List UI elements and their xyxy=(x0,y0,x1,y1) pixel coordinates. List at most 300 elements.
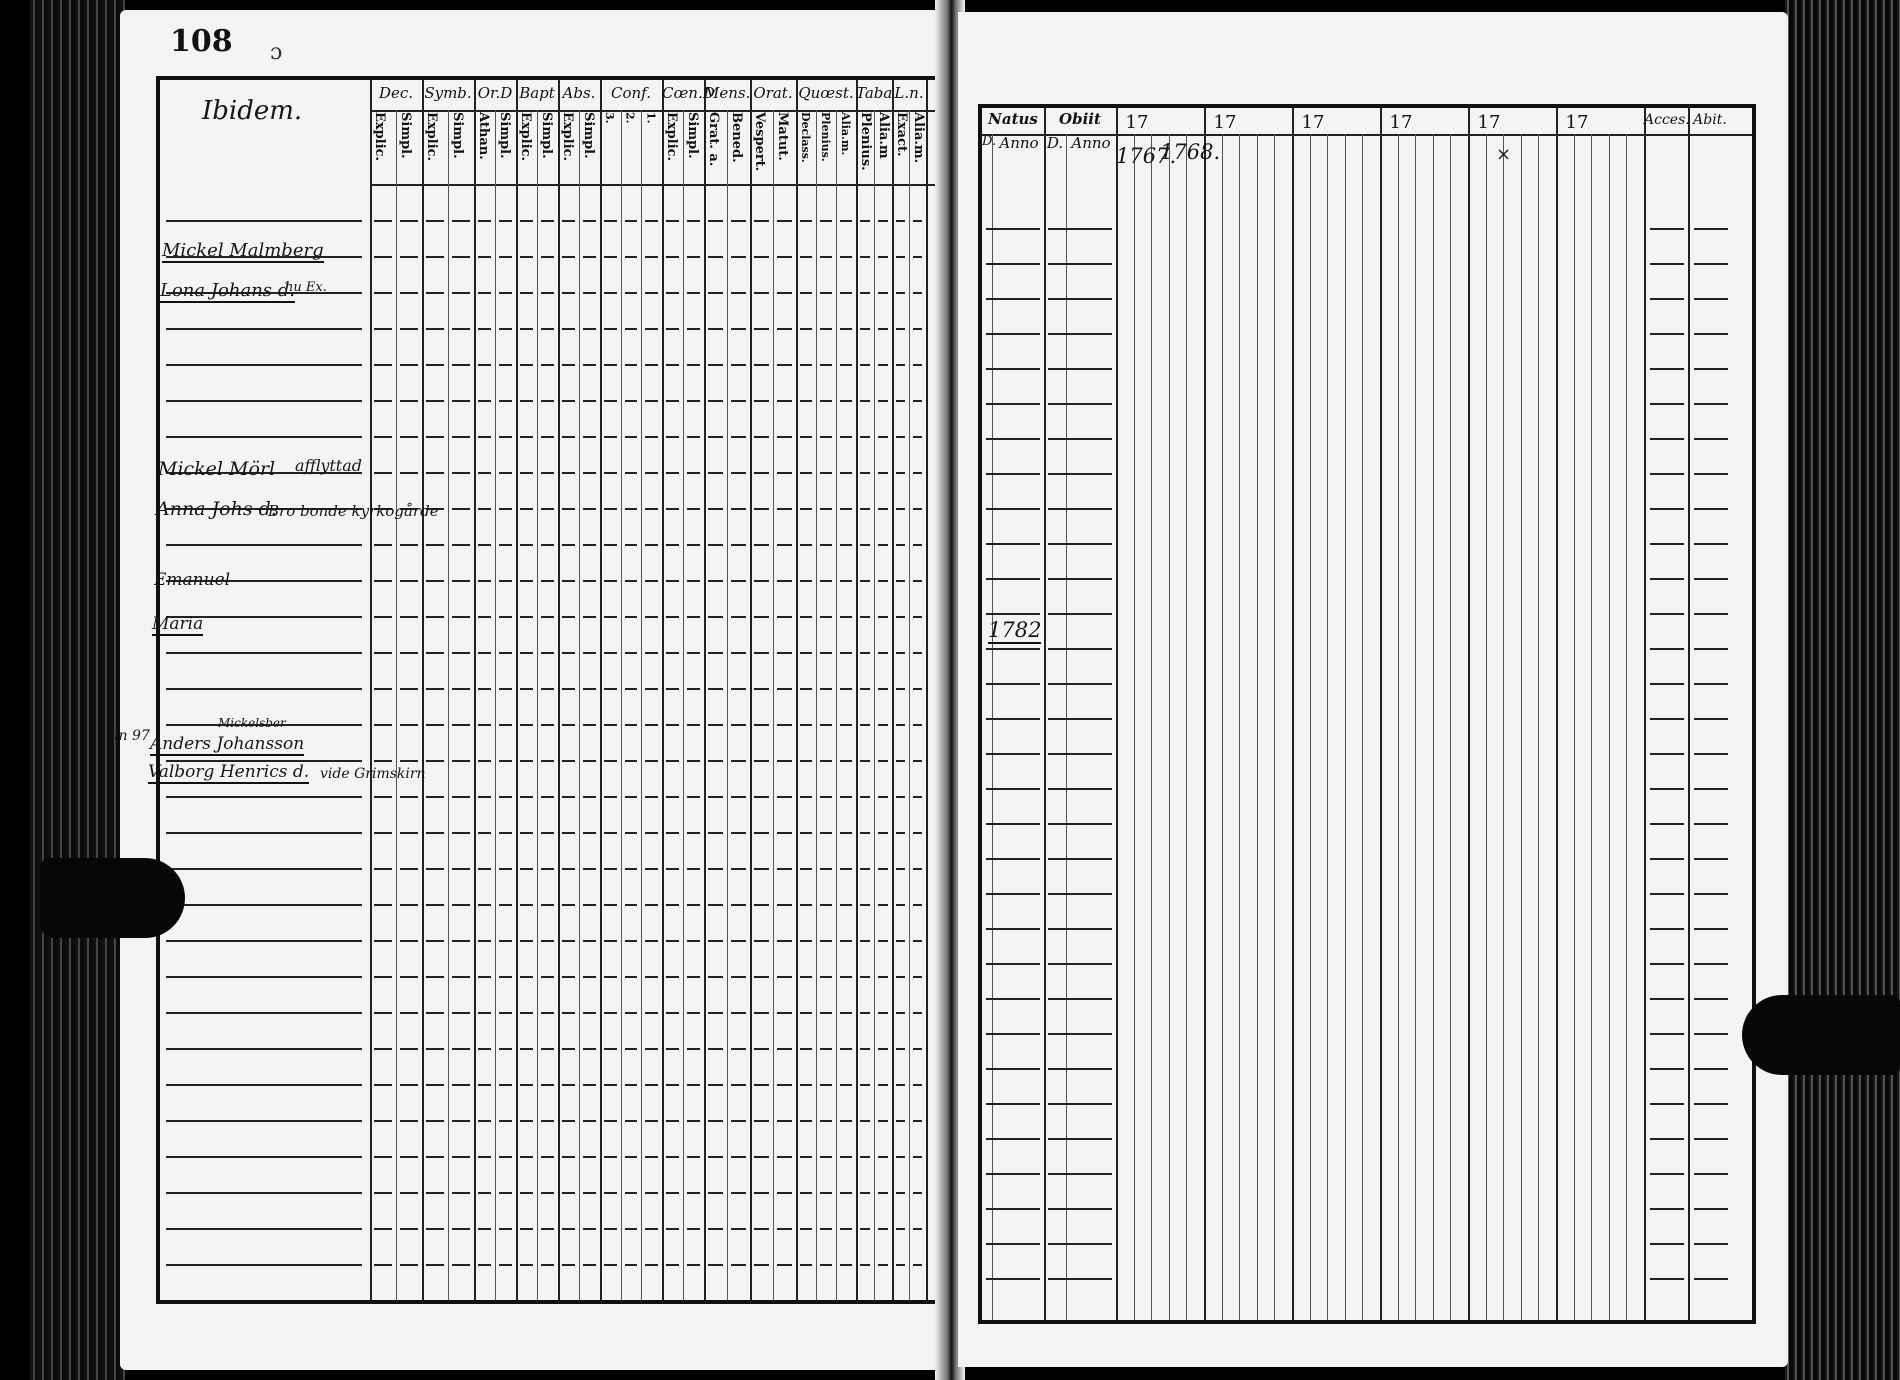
cell-rule xyxy=(1048,858,1112,860)
cell-rule xyxy=(666,1192,679,1194)
cell-rule xyxy=(426,724,444,726)
cell-rule xyxy=(896,832,905,834)
column-subheader: Exact. xyxy=(894,112,909,157)
cell-rule xyxy=(426,256,444,258)
cell-rule xyxy=(426,904,444,906)
cell-rule xyxy=(687,400,700,402)
column-subheader: 3. xyxy=(603,112,616,124)
cell-rule xyxy=(754,220,769,222)
cell-rule xyxy=(913,544,922,546)
cell-rule xyxy=(913,400,922,402)
cell-rule xyxy=(708,292,723,294)
cell-rule xyxy=(896,616,905,618)
cell-rule xyxy=(820,616,832,618)
cell-rule xyxy=(562,436,575,438)
cell-rule xyxy=(666,1156,679,1158)
cell-rule xyxy=(913,328,922,330)
cell-rule xyxy=(878,508,888,510)
cell-rule xyxy=(708,1084,723,1086)
cell-rule xyxy=(645,616,658,618)
cell-rule xyxy=(687,364,700,366)
cell-rule xyxy=(986,893,1040,895)
cell-rule xyxy=(604,1264,617,1266)
cell-rule xyxy=(478,1192,491,1194)
cell-rule xyxy=(583,832,596,834)
cell-rule xyxy=(878,436,888,438)
year-column-header: 17 xyxy=(1389,112,1413,133)
cell-rule xyxy=(400,400,418,402)
cell-rule xyxy=(452,292,470,294)
cell-rule xyxy=(583,472,596,474)
cell-rule xyxy=(777,1048,792,1050)
cell-rule xyxy=(666,724,679,726)
cell-rule xyxy=(896,220,905,222)
cell-rule xyxy=(1048,998,1112,1000)
cell-rule xyxy=(913,976,922,978)
cell-rule xyxy=(708,256,723,258)
cell-rule xyxy=(878,616,888,618)
cell-rule xyxy=(541,832,554,834)
cell-rule xyxy=(1650,648,1684,650)
cell-rule xyxy=(452,760,470,762)
cell-rule xyxy=(820,976,832,978)
row-rule xyxy=(166,436,362,438)
cell-rule xyxy=(986,473,1040,475)
cell-rule xyxy=(452,1012,470,1014)
cell-rule xyxy=(426,436,444,438)
column-subheader: Simpl. xyxy=(450,112,465,159)
cell-rule xyxy=(777,760,792,762)
cell-rule xyxy=(604,796,617,798)
column-divider xyxy=(704,80,706,1300)
column-header: Abs. xyxy=(562,84,596,102)
row-rule xyxy=(166,652,362,654)
cell-rule xyxy=(840,1084,852,1086)
cell-rule xyxy=(777,364,792,366)
cell-rule xyxy=(708,796,723,798)
cell-rule xyxy=(583,1228,596,1230)
cell-rule xyxy=(687,436,700,438)
cell-rule xyxy=(400,1156,418,1158)
cell-rule xyxy=(731,436,746,438)
cell-rule xyxy=(1694,788,1728,790)
cell-rule xyxy=(478,364,491,366)
cell-rule xyxy=(731,1156,746,1158)
cell-rule xyxy=(478,1156,491,1158)
cell-rule xyxy=(666,1084,679,1086)
row-rule xyxy=(166,1156,362,1158)
cell-rule xyxy=(777,256,792,258)
cell-rule xyxy=(860,796,870,798)
cell-rule xyxy=(478,688,491,690)
cell-rule xyxy=(583,940,596,942)
cell-rule xyxy=(426,652,444,654)
cell-rule xyxy=(687,220,700,222)
cell-rule xyxy=(541,1084,554,1086)
cell-rule xyxy=(583,1084,596,1086)
cell-rule xyxy=(1650,928,1684,930)
cell-rule xyxy=(1048,333,1112,335)
cell-rule xyxy=(1048,928,1112,930)
cell-rule xyxy=(478,940,491,942)
column-subheader: Declass. xyxy=(799,112,812,163)
cell-rule xyxy=(731,760,746,762)
cell-rule xyxy=(400,868,418,870)
cell-rule xyxy=(731,616,746,618)
cell-rule xyxy=(645,904,658,906)
cell-rule xyxy=(604,1228,617,1230)
cell-rule xyxy=(562,256,575,258)
cell-rule xyxy=(1650,683,1684,685)
cell-rule xyxy=(541,472,554,474)
cell-rule xyxy=(1694,368,1728,370)
cell-rule xyxy=(583,1192,596,1194)
row-rule xyxy=(166,868,362,870)
cell-rule xyxy=(1694,228,1728,230)
cell-rule xyxy=(860,724,870,726)
cell-rule xyxy=(1694,1278,1728,1280)
column-subheader: Explic. xyxy=(560,112,575,162)
cell-rule xyxy=(687,832,700,834)
cell-rule xyxy=(400,220,418,222)
cell-rule xyxy=(731,328,746,330)
cell-rule xyxy=(820,832,832,834)
cell-rule xyxy=(800,616,812,618)
column-header: Mens. xyxy=(704,84,751,102)
cell-rule xyxy=(541,256,554,258)
cell-rule xyxy=(731,1120,746,1122)
page-number: 108 xyxy=(170,24,233,59)
column-divider xyxy=(856,80,858,1300)
cell-rule xyxy=(878,724,888,726)
cell-rule xyxy=(860,868,870,870)
cell-rule xyxy=(986,1173,1040,1175)
cell-rule xyxy=(478,616,491,618)
cell-rule xyxy=(777,400,792,402)
cell-rule xyxy=(604,364,617,366)
cell-rule xyxy=(374,472,392,474)
cell-rule xyxy=(374,1120,392,1122)
year-column-header: 17 xyxy=(1301,112,1325,133)
cell-rule xyxy=(452,1192,470,1194)
cell-rule xyxy=(687,508,700,510)
cell-rule xyxy=(731,1084,746,1086)
cell-rule xyxy=(800,976,812,978)
cell-rule xyxy=(520,724,533,726)
entry-note: Mickelsber xyxy=(218,716,286,730)
cell-rule xyxy=(1694,333,1728,335)
cell-rule xyxy=(1048,228,1112,230)
cell-rule xyxy=(860,220,870,222)
cell-rule xyxy=(1650,368,1684,370)
cell-rule xyxy=(625,868,638,870)
cell-rule xyxy=(731,868,746,870)
cell-rule xyxy=(478,400,491,402)
cell-rule xyxy=(400,616,418,618)
cell-rule xyxy=(452,1264,470,1266)
subcolumn-divider xyxy=(579,110,580,1300)
cell-rule xyxy=(1650,998,1684,1000)
cell-rule xyxy=(426,832,444,834)
cell-rule xyxy=(860,616,870,618)
column-subheader: Anno xyxy=(999,134,1039,152)
cell-rule xyxy=(1694,1138,1728,1140)
cell-rule xyxy=(400,1048,418,1050)
cell-rule xyxy=(625,1156,638,1158)
cell-rule xyxy=(1048,788,1112,790)
cell-rule xyxy=(913,508,922,510)
cell-rule xyxy=(604,1012,617,1014)
cell-rule xyxy=(754,832,769,834)
cell-rule xyxy=(986,228,1040,230)
cell-rule xyxy=(583,256,596,258)
column-divider xyxy=(1644,108,1646,1320)
subcolumn-divider xyxy=(992,134,993,1320)
cell-rule xyxy=(645,1192,658,1194)
entry-name: Lona Johans d. xyxy=(160,280,296,301)
cell-rule xyxy=(708,1012,723,1014)
cell-rule xyxy=(913,1228,922,1230)
cell-rule xyxy=(1048,1278,1112,1280)
cell-rule xyxy=(913,724,922,726)
column-header: Dec. xyxy=(378,84,414,102)
cell-rule xyxy=(687,616,700,618)
cell-rule xyxy=(520,256,533,258)
cell-rule xyxy=(777,436,792,438)
cell-rule xyxy=(731,580,746,582)
column-subheader: Simpl. xyxy=(539,112,554,159)
cell-rule xyxy=(878,904,888,906)
cell-rule xyxy=(666,976,679,978)
cell-rule xyxy=(645,940,658,942)
cell-rule xyxy=(478,1228,491,1230)
cell-rule xyxy=(625,1084,638,1086)
cell-rule xyxy=(520,1048,533,1050)
cell-rule xyxy=(625,400,638,402)
cell-rule xyxy=(499,1012,512,1014)
cell-rule xyxy=(800,1228,812,1230)
cell-rule xyxy=(840,1192,852,1194)
cell-rule xyxy=(986,613,1040,615)
column-header: Abit. xyxy=(1693,112,1727,128)
cell-rule xyxy=(820,688,832,690)
cell-rule xyxy=(1650,403,1684,405)
cell-rule xyxy=(604,1048,617,1050)
cell-rule xyxy=(986,928,1040,930)
cell-rule xyxy=(1650,578,1684,580)
subcolumn-divider xyxy=(1521,134,1522,1320)
cell-rule xyxy=(562,1228,575,1230)
cell-rule xyxy=(499,1156,512,1158)
cell-rule xyxy=(562,616,575,618)
cell-rule xyxy=(400,940,418,942)
cell-rule xyxy=(400,760,418,762)
cell-rule xyxy=(820,508,832,510)
cell-rule xyxy=(520,688,533,690)
cell-rule xyxy=(374,400,392,402)
cell-rule xyxy=(840,616,852,618)
cell-rule xyxy=(562,400,575,402)
cell-rule xyxy=(645,472,658,474)
cell-rule xyxy=(1694,718,1728,720)
cell-rule xyxy=(687,1012,700,1014)
cell-rule xyxy=(604,1192,617,1194)
cell-rule xyxy=(562,688,575,690)
cell-rule xyxy=(800,292,812,294)
cell-rule xyxy=(520,328,533,330)
cell-rule xyxy=(520,1084,533,1086)
cell-rule xyxy=(478,1084,491,1086)
column-subheader: Vespert. xyxy=(752,112,767,172)
cell-rule xyxy=(878,868,888,870)
cell-rule xyxy=(878,292,888,294)
cell-rule xyxy=(666,1228,679,1230)
cell-rule xyxy=(426,328,444,330)
entry-name: Emanuel xyxy=(154,570,231,590)
cell-rule xyxy=(374,1192,392,1194)
subcolumn-divider xyxy=(1486,134,1487,1320)
cell-rule xyxy=(452,328,470,330)
cell-rule xyxy=(986,1103,1040,1105)
cell-rule xyxy=(800,796,812,798)
cell-rule xyxy=(1650,543,1684,545)
cell-rule xyxy=(604,472,617,474)
cell-rule xyxy=(1048,543,1112,545)
cell-rule xyxy=(860,1012,870,1014)
cell-rule xyxy=(541,400,554,402)
cell-rule xyxy=(426,364,444,366)
cell-rule xyxy=(374,652,392,654)
cell-rule xyxy=(1694,543,1728,545)
cell-rule xyxy=(731,220,746,222)
cell-rule xyxy=(986,683,1040,685)
cell-rule xyxy=(645,220,658,222)
cell-rule xyxy=(913,1084,922,1086)
subcolumn-divider xyxy=(1626,134,1627,1320)
cell-rule xyxy=(913,436,922,438)
column-subheader: Bened. xyxy=(729,112,744,163)
cell-rule xyxy=(583,1012,596,1014)
cell-rule xyxy=(562,832,575,834)
cell-rule xyxy=(666,616,679,618)
cell-rule xyxy=(583,328,596,330)
cell-rule xyxy=(562,1012,575,1014)
cell-rule xyxy=(645,1084,658,1086)
cell-rule xyxy=(878,760,888,762)
cell-rule xyxy=(645,976,658,978)
subcolumn-divider xyxy=(621,110,622,1300)
row-rule xyxy=(166,904,362,906)
entry-name: Maria xyxy=(152,614,204,634)
cell-rule xyxy=(520,796,533,798)
cell-rule xyxy=(562,1264,575,1266)
cell-rule xyxy=(687,904,700,906)
cell-rule xyxy=(478,328,491,330)
row-rule xyxy=(166,1228,362,1230)
cell-rule xyxy=(878,1084,888,1086)
cell-rule xyxy=(896,364,905,366)
year-column-header: 17 xyxy=(1125,112,1149,133)
cell-rule xyxy=(913,1264,922,1266)
cell-rule xyxy=(666,436,679,438)
cell-rule xyxy=(754,436,769,438)
column-divider xyxy=(1116,108,1118,1320)
cell-rule xyxy=(860,976,870,978)
cell-rule xyxy=(840,688,852,690)
cell-rule xyxy=(754,400,769,402)
cell-rule xyxy=(708,220,723,222)
cell-rule xyxy=(777,616,792,618)
cell-rule xyxy=(896,724,905,726)
column-subheader: Explic. xyxy=(424,112,439,162)
cell-rule xyxy=(1048,1208,1112,1210)
cell-rule xyxy=(452,652,470,654)
cell-rule xyxy=(913,580,922,582)
entry-name: Mickel Malmberg xyxy=(162,240,324,261)
cell-rule xyxy=(520,1012,533,1014)
cell-rule xyxy=(583,1120,596,1122)
cell-rule xyxy=(426,1264,444,1266)
cell-rule xyxy=(754,256,769,258)
cell-rule xyxy=(1694,683,1728,685)
row-rule xyxy=(166,1192,362,1194)
cell-rule xyxy=(754,364,769,366)
fold-mark xyxy=(975,0,985,10)
cell-rule xyxy=(666,256,679,258)
cell-rule xyxy=(754,616,769,618)
cell-rule xyxy=(840,256,852,258)
subcolumn-divider xyxy=(1169,134,1170,1320)
cell-rule xyxy=(1650,858,1684,860)
subcolumn-divider xyxy=(816,110,817,1300)
cell-rule xyxy=(583,544,596,546)
cell-rule xyxy=(666,328,679,330)
cell-rule xyxy=(645,256,658,258)
cell-rule xyxy=(666,1048,679,1050)
cell-rule xyxy=(777,796,792,798)
cell-rule xyxy=(820,220,832,222)
cell-rule xyxy=(374,1264,392,1266)
cell-rule xyxy=(499,1192,512,1194)
cell-rule xyxy=(896,868,905,870)
cell-rule xyxy=(452,1120,470,1122)
cell-rule xyxy=(374,616,392,618)
cell-rule xyxy=(687,256,700,258)
entry-note: hu Ex. xyxy=(285,280,327,295)
cell-rule xyxy=(541,1228,554,1230)
cell-rule xyxy=(478,904,491,906)
cell-rule xyxy=(986,1033,1040,1035)
cell-rule xyxy=(800,1120,812,1122)
cell-rule xyxy=(913,1120,922,1122)
cell-rule xyxy=(604,1156,617,1158)
column-divider xyxy=(474,80,476,1300)
cell-rule xyxy=(562,544,575,546)
cell-rule xyxy=(645,724,658,726)
cell-rule xyxy=(986,543,1040,545)
cell-rule xyxy=(478,724,491,726)
row-rule xyxy=(166,1084,362,1086)
cell-rule xyxy=(754,868,769,870)
cell-rule xyxy=(896,1192,905,1194)
cell-rule xyxy=(1048,823,1112,825)
subcolumn-divider xyxy=(1239,134,1240,1320)
cell-rule xyxy=(499,1264,512,1266)
cell-rule xyxy=(1048,473,1112,475)
cell-rule xyxy=(708,868,723,870)
cell-rule xyxy=(541,544,554,546)
cell-rule xyxy=(687,1228,700,1230)
